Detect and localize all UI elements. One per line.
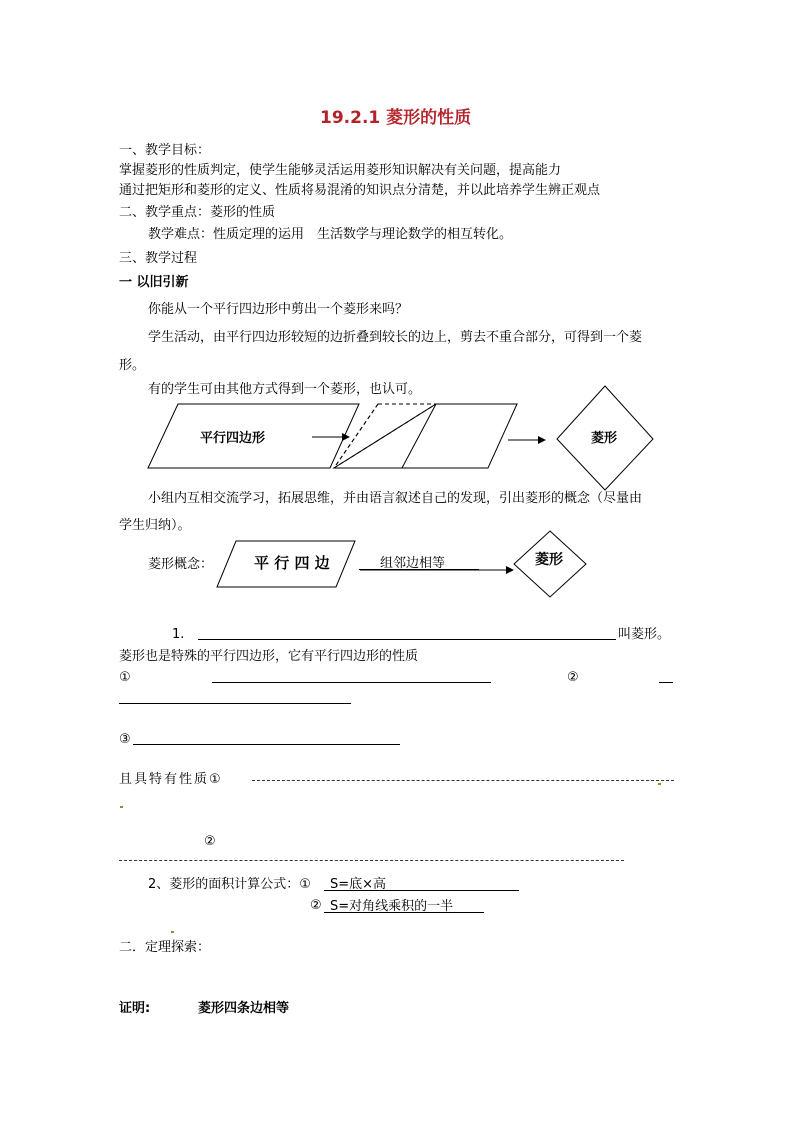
- teaching-process-heading: 三、教学过程: [119, 251, 198, 266]
- teaching-goals-line-1: 掌握菱形的性质判定，使学生能够灵活运用菱形知识解决有关问题，提高能力: [119, 163, 562, 178]
- fold-edge-dashed: [334, 404, 378, 468]
- property-2-blank-start: [659, 682, 673, 683]
- area-formula-2: S=对角线乘积的一半: [330, 899, 454, 914]
- item-1-suffix: 叫菱形。: [618, 627, 671, 642]
- concept-rhombus-label: 菱形: [535, 552, 563, 568]
- proof-statement: 菱形四条边相等: [198, 1001, 290, 1016]
- special-property-2-blank: [119, 860, 624, 861]
- special-property-1-blank: [252, 780, 674, 781]
- property-3-blank: [133, 744, 400, 745]
- arrow-1-head: [342, 433, 350, 441]
- teaching-goals-heading: 一、教学目标：: [119, 143, 211, 158]
- proof-label: 证明:: [119, 1001, 151, 1016]
- mark-3: [171, 931, 174, 933]
- property-1-marker: ①: [119, 670, 131, 685]
- area-formula-1-underline: [324, 890, 519, 891]
- teaching-goals-line-2: 通过把矩形和菱形的定义、性质将易混淆的知识点分清楚，并以此培养学生辨正观点: [119, 183, 601, 198]
- rhombus-label: 菱形: [591, 431, 618, 446]
- activity-line-1: 学生活动，由平行四边形较短的边折叠到较长的边上，剪去不重合部分，可得到一个菱: [148, 330, 643, 345]
- concept-arrow-underline: [359, 569, 479, 570]
- theorem-heading: 二．定理探索：: [119, 940, 211, 955]
- arrow-2-head: [538, 436, 546, 444]
- page-title: 19.2.1 菱形的性质: [320, 108, 472, 128]
- property-1-blank: [212, 682, 491, 683]
- area-formula-2-marker: ②: [310, 898, 322, 913]
- fold-line: [402, 404, 436, 468]
- item-1-number: 1.: [172, 627, 185, 642]
- parallelogram-label: 平行四边形: [200, 431, 266, 446]
- parallelogram-properties: 菱形也是特殊的平行四边形，它有平行四边形的性质: [119, 649, 419, 664]
- concept-arrow-head: [506, 566, 514, 574]
- activity-line-2: 形。: [119, 358, 146, 373]
- item-1-blank: [198, 639, 616, 640]
- property-2-blank-end: [119, 703, 351, 704]
- area-formula-label: 2、菱形的面积计算公式：①: [148, 877, 311, 892]
- other-methods: 有的学生可由其他方式得到一个菱形，也认可。: [148, 382, 422, 397]
- teaching-focus: 二、教学重点：菱形的性质: [119, 205, 276, 220]
- concept-label: 菱形概念：: [148, 557, 214, 572]
- mark-2: [120, 806, 123, 808]
- mark-1: [658, 783, 661, 785]
- area-formula-2-underline: [324, 912, 484, 913]
- discussion-line-2: 学生归纳）。: [119, 518, 191, 533]
- question-1: 你能从一个平行四边形中剪出一个菱形来吗？: [148, 302, 409, 317]
- special-properties-label: 且具特有性质①: [119, 772, 223, 787]
- folded-parallelogram: [334, 404, 517, 468]
- special-property-2-marker: ②: [204, 834, 216, 849]
- teaching-difficulty: 教学难点：性质定理的运用 生活数学与理论数学的相互转化。: [148, 227, 513, 242]
- concept-parallelogram-label: 平 行 四 边: [254, 554, 330, 572]
- property-3-marker: ③: [119, 732, 131, 747]
- area-formula-1: S=底×高: [330, 877, 387, 892]
- concept-arrow-label: 组邻边相等: [380, 556, 446, 571]
- property-2-marker: ②: [567, 670, 579, 685]
- intro-heading: 一 以旧引新: [119, 275, 189, 290]
- discussion-line-1: 小组内互相交流学习，拓展思维，并由语言叙述自己的发现，引出菱形的概念（尽量由: [148, 491, 643, 506]
